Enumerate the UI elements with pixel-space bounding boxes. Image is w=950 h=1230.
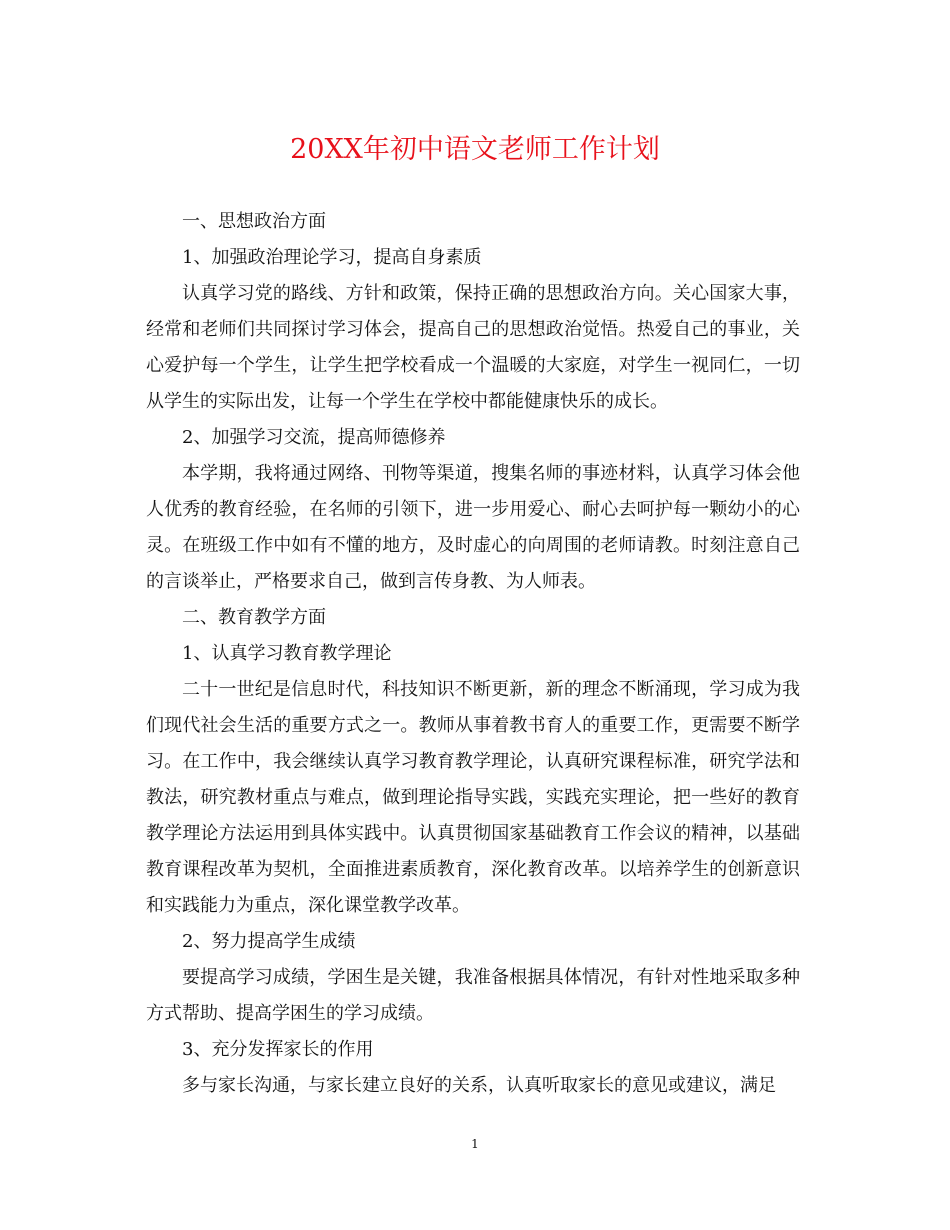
section-heading: 一、思想政治方面 bbox=[182, 211, 326, 232]
section-heading: 二、教育教学方面 bbox=[182, 607, 326, 628]
subsection-heading: 3、充分发挥家长的作用 bbox=[182, 1039, 374, 1060]
page-number: 1 bbox=[471, 1137, 479, 1151]
body-paragraph: 本学期，我将通过网络、刊物等渠道，搜集名师的事迹材料，认真学习体会他人优秀的教育经验，在名师的引领下，进一步用爱心、耐心去呵护每一颗幼小的心灵。在班级工作中如有不懂的地方，及时虚心的向周围的老师请教。时刻注意自己的言谈举止，严格要求自己，做到言传身教、为人师表。 bbox=[146, 463, 800, 592]
subsection-heading: 2、加强学习交流，提高师德修养 bbox=[182, 427, 446, 448]
body-paragraph: 二十一世纪是信息时代，科技知识不断更新，新的理念不断涌现，学习成为我们现代社会生活的重要方式之一。教师从事着教书育人的重要工作，更需要不断学习。在工作中，我会继续认真学习教育教学理论，认真研究课程标准，研究学法和教法，研究教材重点与难点，做到理论指导实践，实践充实理论，把一些好的教育教学理论方法运用到具体实践中。认真贯彻国家基础教育工作会议的精神，以基础教育课程改革为契机，全面推进素质教育，深化教育改革。以培养学生的创新意识和实践能力为重点，深化课堂教学改革。 bbox=[146, 679, 800, 916]
body-paragraph: 认真学习党的路线、方针和政策，保持正确的思想政治方向。关心国家大事，经常和老师们共同探讨学习体会，提高自己的思想政治觉悟。热爱自己的事业，关心爱护每一个学生，让学生把学校看成一个温暖的大家庭，对学生一视同仁，一切从学生的实际出发，让每一个学生在学校中都能健康快乐的成长。 bbox=[146, 283, 800, 412]
document-title: 20XX年初中语文老师工作计划 bbox=[290, 134, 660, 165]
subsection-heading: 2、努力提高学生成绩 bbox=[182, 931, 356, 952]
subsection-heading: 1、认真学习教育教学理论 bbox=[182, 643, 392, 664]
body-paragraph: 多与家长沟通，与家长建立良好的关系，认真听取家长的意见或建议，满足 bbox=[182, 1075, 776, 1096]
document-body bbox=[146, 204, 800, 1104]
subsection-heading: 1、加强政治理论学习，提高自身素质 bbox=[182, 247, 482, 268]
body-paragraph: 要提高学习成绩，学困生是关键，我准备根据具体情况，有针对性地采取多种方式帮助、提高学困生的学习成绩。 bbox=[146, 967, 800, 1024]
